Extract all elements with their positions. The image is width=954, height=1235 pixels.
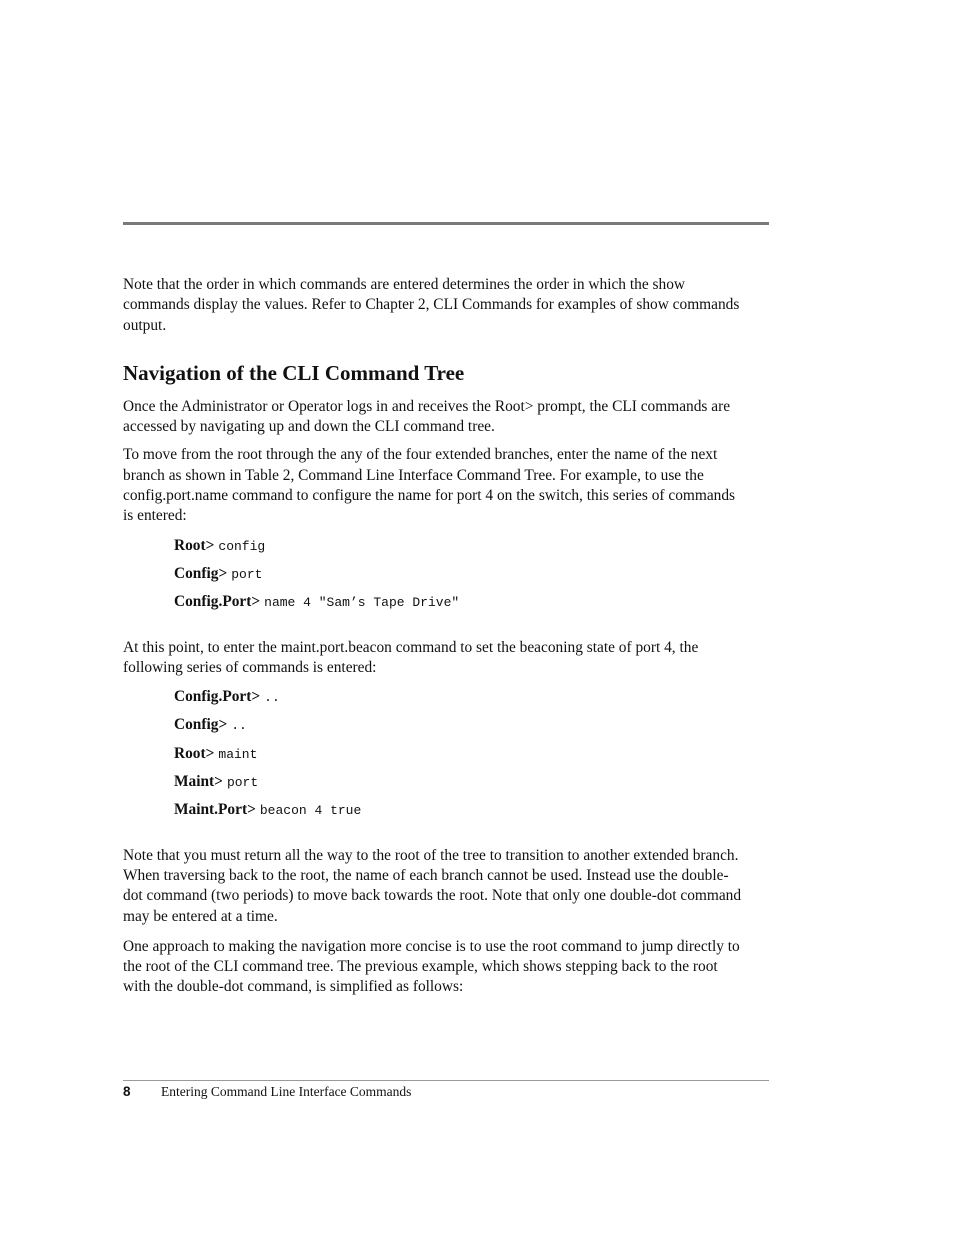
paragraph-beacon-example: At this point, to enter the maint.port.beacon command to set the beaconing state of port 4, the following series of commands is entered: [123,638,699,676]
paragraph-branch-example: To move from the root through the any of the four extended branches, enter the name of the next branch as shown in Table 2, Command Line Interface Command Tree. For example, to use the config.port.name command to configure the name for port 4 on the switch, this series of commands is entered: [123,446,736,525]
command-line [174,688,743,716]
running-title: Entering Command Line Interface Commands [161,1084,412,1099]
command-line [174,773,743,801]
command-line [174,716,743,744]
section-heading: Navigation of the CLI Command Tree [123,360,465,385]
cli-prompt: Root> [174,744,215,762]
cli-prompt: Maint.Port> [174,801,256,819]
cli-command: .. [231,718,247,734]
header-rule [123,222,769,225]
cli-command: beacon 4 true [259,803,362,819]
paragraph-double-dot: Note that you must return all the way to the root of the tree to transition to another extended branch. When traversing back to the root, the name of each branch cannot be used. Instead use the double-dot command (two periods) to move back towards the root. Note that only one double-dot command may be entered at a time. [123,846,742,925]
cli-prompt: Config.Port> [174,593,261,611]
page-number: 8 [123,1084,131,1099]
footer-rule [123,1080,769,1081]
intro-paragraph: Note that the order in which commands are entered determines the order in which the show commands display the values. Refer to Chapter 2, CLI Commands for examples of show commands output. [123,276,740,334]
cli-command: .. [264,690,280,706]
page-body [123,275,743,998]
cli-prompt: Config> [174,716,228,734]
cli-prompt: Config> [174,564,228,582]
command-line [174,565,743,593]
paragraph-navigation-intro: Once the Administrator or Operator logs in and receives the Root> prompt, the CLI commands are accessed by navigating up and down the CLI command tree. [123,397,731,436]
cli-prompt: Root> [174,536,215,554]
paragraph-root-command: One approach to making the navigation more concise is to use the root command to jump directly to the root of the CLI command tree. The previous example, which shows stepping back to the root with the double-dot command, is simplified as follows: [123,937,740,996]
cli-command: maint [218,746,258,762]
command-example-config [174,537,743,622]
cli-command: port [231,566,263,582]
cli-command: config [218,538,266,554]
command-line [174,537,743,565]
page-footer [123,1084,411,1100]
command-example-maint [174,688,743,829]
cli-prompt: Maint> [174,773,223,791]
command-line [174,745,743,773]
command-line [174,593,743,621]
cli-prompt: Config.Port> [174,688,261,706]
cli-command: name 4 "Sam’s Tape Drive" [264,595,460,611]
command-line [174,801,743,829]
cli-command: port [226,775,259,791]
